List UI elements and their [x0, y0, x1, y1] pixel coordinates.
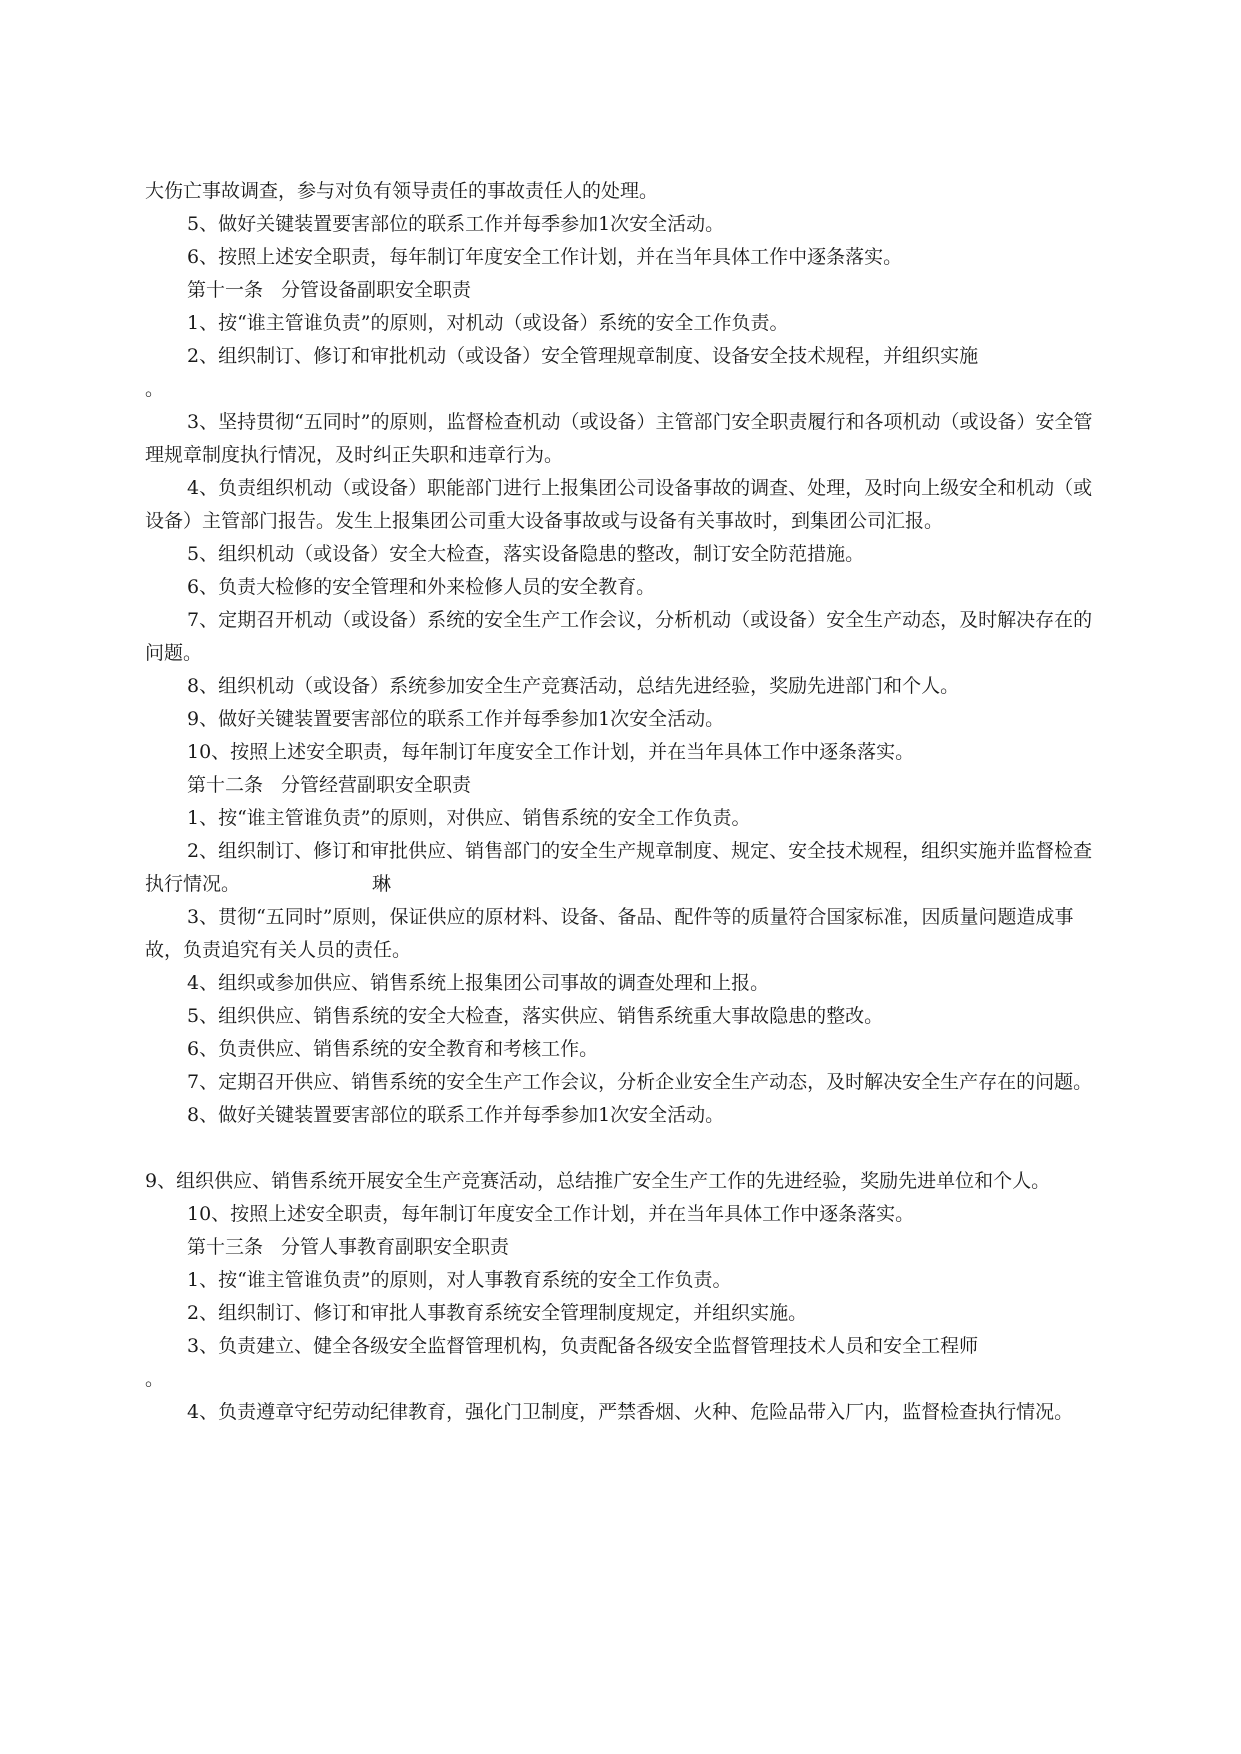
paragraph-text: 5、组织机动（或设备）安全大检查，落实设备隐患的整改，制订安全防范措施。 — [187, 543, 865, 565]
paragraph — [145, 1297, 1110, 1330]
paragraph — [145, 241, 1110, 274]
stray-mark: 琳 — [372, 873, 392, 895]
paragraph-text: 7、定期召开机动（或设备）系统的安全生产工作会议，分析机动（或设备）安全生产动态，及时解决存在的问题。 — [145, 609, 1093, 664]
paragraph-text: 2、组织制订、修订和审批人事教育系统安全管理制度规定，并组织实施。 — [187, 1302, 808, 1324]
paragraph-text: 8、做好关键装置要害部位的联系工作并每季参加1次安全活动。 — [187, 1104, 725, 1126]
paragraph-text: 5、组织供应、销售系统的安全大检查，落实供应、销售系统重大事故隐患的整改。 — [187, 1005, 884, 1027]
paragraph — [145, 1066, 1110, 1099]
paragraph — [145, 1099, 1110, 1132]
paragraph — [145, 967, 1110, 1000]
paragraph — [145, 571, 1110, 604]
paragraph-text: 4、负责遵章守纪劳动纪律教育，强化门卫制度，严禁香烟、火种、危险品带入厂内，监督检查执行情况。 — [187, 1401, 1074, 1423]
paragraph — [145, 1330, 1110, 1363]
paragraph-text: 4、组织或参加供应、销售系统上报集团公司事故的调查处理和上报。 — [187, 972, 770, 994]
article-title: 分管经营副职安全职责 — [281, 774, 472, 796]
paragraph-text: 1、按“谁主管谁负责”的原则，对人事教育系统的安全工作负责。 — [187, 1269, 732, 1291]
paragraph-text: 2、组织制订、修订和审批供应、销售部门的安全生产规章制度、规定、安全技术规程，组织实施并监督检查执行情况。 — [145, 840, 1093, 895]
paragraph — [145, 208, 1110, 241]
paragraph — [145, 1363, 1110, 1396]
paragraph — [145, 736, 1110, 769]
article-number: 第十二条 — [187, 774, 264, 796]
paragraph-text: 1、按“谁主管谁负责”的原则，对机动（或设备）系统的安全工作负责。 — [187, 312, 789, 334]
paragraph-text: 大伤亡事故调查，参与对负有领导责任的事故责任人的处理。 — [145, 180, 659, 202]
paragraph — [145, 835, 1110, 901]
paragraph — [145, 373, 1110, 406]
paragraph — [145, 175, 1110, 208]
paragraph — [145, 1264, 1110, 1297]
paragraph-text: 6、按照上述安全职责，每年制订年度安全工作计划，并在当年具体工作中逐条落实。 — [187, 246, 903, 268]
paragraph — [145, 901, 1110, 967]
paragraph — [145, 604, 1110, 670]
paragraph-text: 5、做好关键装置要害部位的联系工作并每季参加1次安全活动。 — [187, 213, 725, 235]
article-title: 分管设备副职安全职责 — [281, 279, 472, 301]
paragraph-text: 10、按照上述安全职责，每年制订年度安全工作计划，并在当年具体工作中逐条落实。 — [187, 1203, 915, 1225]
paragraph — [145, 1396, 1110, 1429]
paragraph — [145, 703, 1110, 736]
article-number: 第十一条 — [187, 279, 264, 301]
paragraph-text: 9、做好关键装置要害部位的联系工作并每季参加1次安全活动。 — [187, 708, 725, 730]
paragraph — [145, 538, 1110, 571]
paragraph — [145, 802, 1110, 835]
paragraph-text: 6、负责供应、销售系统的安全教育和考核工作。 — [187, 1038, 599, 1060]
paragraph-text: 9、组织供应、销售系统开展安全生产竞赛活动，总结推广安全生产工作的先进经验，奖励先进单位和个人。 — [145, 1170, 1051, 1192]
paragraph — [145, 307, 1110, 340]
paragraph — [145, 1000, 1110, 1033]
paragraph-text: 6、负责大检修的安全管理和外来检修人员的安全教育。 — [187, 576, 656, 598]
paragraph — [145, 670, 1110, 703]
paragraph — [145, 406, 1110, 472]
paragraph-text: 2、组织制订、修订和审批机动（或设备）安全管理规章制度、设备安全技术规程，并组织实施 — [187, 345, 979, 367]
paragraph-text: 8、组织机动（或设备）系统参加安全生产竞赛活动，总结先进经验，奖励先进部门和个人。 — [187, 675, 960, 697]
paragraph-text: 1、按“谁主管谁负责”的原则，对供应、销售系统的安全工作负责。 — [187, 807, 751, 829]
paragraph-text: 7、定期召开供应、销售系统的安全生产工作会议，分析企业安全生产动态，及时解决安全生产存在的问题。 — [187, 1071, 1093, 1093]
paragraph — [145, 1165, 1110, 1198]
paragraph — [145, 1033, 1110, 1066]
paragraph-text: 10、按照上述安全职责，每年制订年度安全工作计划，并在当年具体工作中逐条落实。 — [187, 741, 915, 763]
paragraph-text: 。 — [145, 378, 165, 400]
paragraph — [145, 1198, 1110, 1231]
paragraph-text: 3、贯彻“五同时”原则，保证供应的原材料、设备、备品、配件等的质量符合国家标准，因质量问题造成事故，负责追究有关人员的责任。 — [145, 906, 1074, 961]
paragraph-gap — [145, 1132, 1110, 1165]
article-heading — [145, 274, 1110, 307]
article-heading — [145, 1231, 1110, 1264]
paragraph-text: 4、负责组织机动（或设备）职能部门进行上报集团公司设备事故的调查、处理，及时向上级安全和机动（或设备）主管部门报告。发生上报集团公司重大设备事故或与设备有关事故时，到集团公司汇报。 — [145, 477, 1093, 532]
paragraph-text: 3、坚持贯彻“五同时”的原则，监督检查机动（或设备）主管部门安全职责履行和各项机动（或设备）安全管理规章制度执行情况，及时纠正失职和违章行为。 — [145, 411, 1093, 466]
paragraph-text: 。 — [145, 1368, 165, 1390]
paragraph-text: 3、负责建立、健全各级安全监督管理机构，负责配备各级安全监督管理技术人员和安全工程师 — [187, 1335, 979, 1357]
article-heading — [145, 769, 1110, 802]
document-body — [145, 175, 1110, 1429]
article-number: 第十三条 — [187, 1236, 264, 1258]
article-title: 分管人事教育副职安全职责 — [281, 1236, 510, 1258]
paragraph — [145, 340, 1110, 373]
paragraph — [145, 472, 1110, 538]
